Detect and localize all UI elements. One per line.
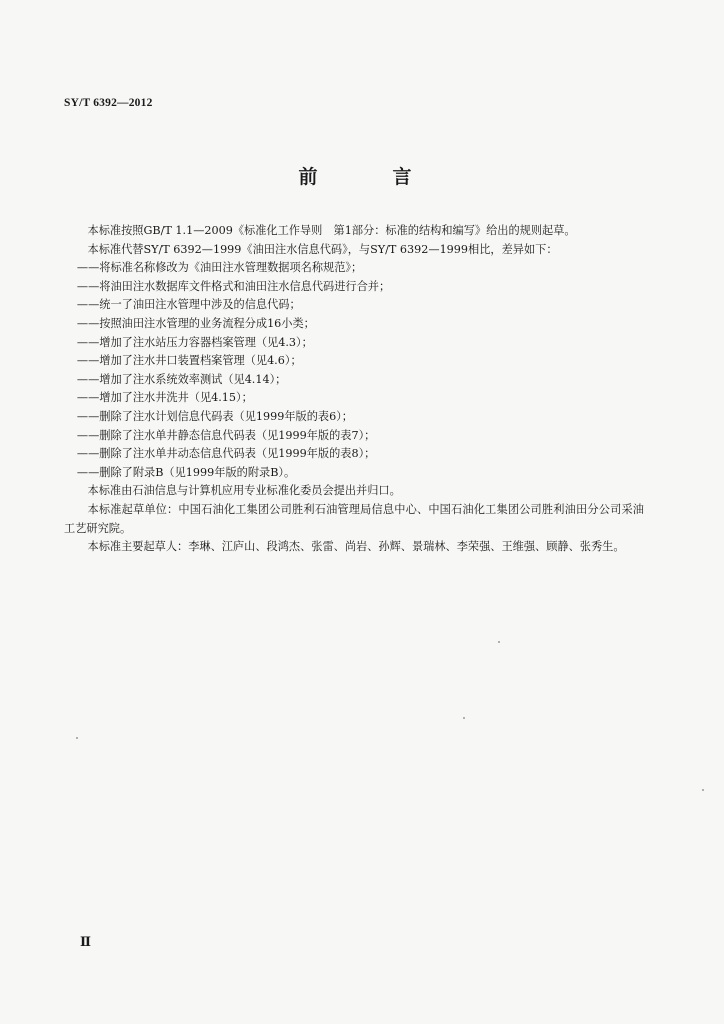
list-item: ——删除了附录B（见1999年版的附录B）。 xyxy=(76,465,296,479)
list-item: ——将标准名称修改为《油田注水管理数据项名称规范》； xyxy=(76,261,363,275)
list-item: ——增加了注水井洗井（见4.15）； xyxy=(76,391,253,405)
list-item: ——增加了注水系统效率测试（见4.14）； xyxy=(76,372,287,386)
list-item: ——删除了注水计划信息代码表（见1999年版的表6）； xyxy=(76,409,353,423)
paragraph-drafters: 本标准主要起草人：李琳、江庐山、段鸿杰、张雷、尚岩、孙辉、景瑞林、李荣强、王维强、顾静、张秀生。 xyxy=(87,540,625,554)
foreword-body xyxy=(64,222,644,557)
changes-list xyxy=(64,259,644,482)
list-item: ——增加了注水站压力容器档案管理（见4.3）； xyxy=(76,335,313,349)
paragraph-drafting-units: 本标准起草单位：中国石油化工集团公司胜利石油管理局信息中心、中国石油化工集团公司胜利油田分公司采油工艺研究院。 xyxy=(64,502,644,535)
paragraph-proposer: 本标准由石油信息与计算机应用专业标准化委员会提出并归口。 xyxy=(87,484,401,498)
paragraph-drafting-rules: 本标准按照GB/T 1.1—2009《标准化工作导则 第1部分：标准的结构和编写》给出的规则起草。 xyxy=(87,224,576,237)
paragraph-replacement: 本标准代替SY/T 6392—1999《油田注水信息代码》，与SY/T 6392—1999相比，差异如下： xyxy=(87,242,558,256)
scan-speck xyxy=(498,641,500,643)
list-item: ——按照油田注水管理的业务流程分成16小类； xyxy=(76,316,315,330)
standard-code-header: SY/T 6392—2012 xyxy=(64,97,153,109)
scan-speck xyxy=(76,737,78,739)
list-item: ——删除了注水单井静态信息代码表（见1999年版的表7）； xyxy=(76,428,376,442)
list-item: ——删除了注水单井动态信息代码表（见1999年版的表8）； xyxy=(76,447,376,461)
page-number: Ⅱ xyxy=(80,934,91,949)
page-title: 前 言 xyxy=(298,166,440,188)
list-item: ——增加了注水井口装置档案管理（见4.6）； xyxy=(76,354,302,368)
list-item: ——将油田注水数据库文件格式和油田注水信息代码进行合并； xyxy=(76,279,391,293)
scan-speck xyxy=(702,789,704,791)
list-item: ——统一了油田注水管理中涉及的信息代码； xyxy=(76,298,301,312)
scan-speck xyxy=(463,717,465,719)
